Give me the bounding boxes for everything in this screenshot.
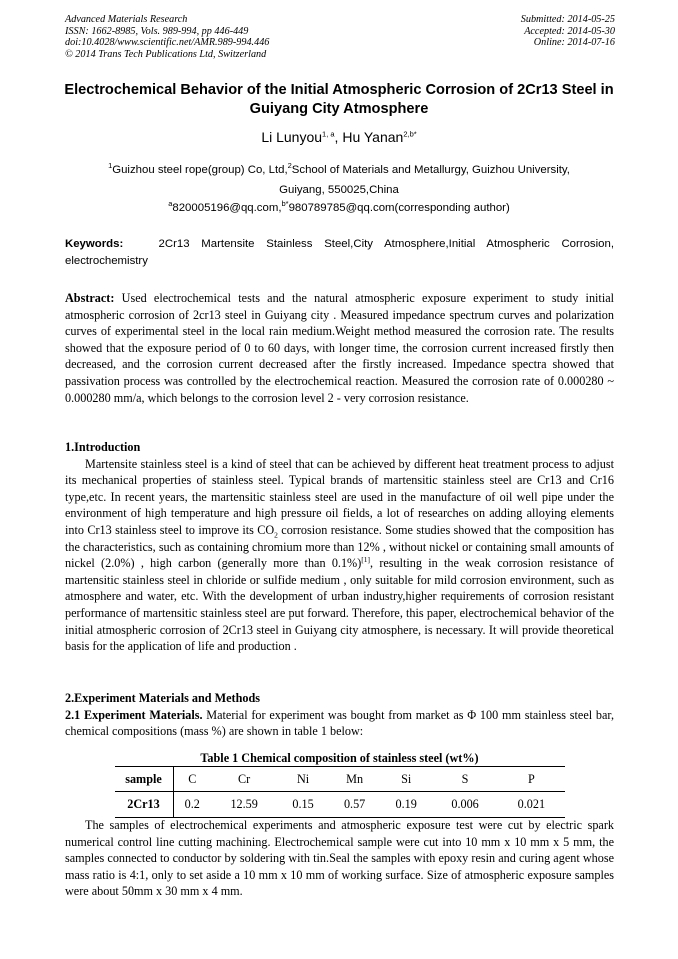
table-cell: 0.2	[173, 792, 211, 818]
table-cell: 0.006	[432, 792, 498, 818]
header-cell: Si	[380, 767, 432, 792]
submitted-date: Submitted: 2014-05-25	[520, 14, 615, 25]
table-cell: 0.57	[329, 792, 381, 818]
intro-text-3: , resulting in the weak corrosion resistance of martensitic stainless steel in chloride or sulfide medium , only suitable for mild corrosion environment, such as atmosphere and water, etc. With the development of urban industry,higher requirements of corrosion resistant performance of martensitic stainless steel are put forward. Therefore, this paper, electrochemical behavior of the initial atmospheric corrosion of 2Cr13 steel in Guiyang city atmosphere, is necessary. It will provide theoretical basis for the application of life and production .	[65, 556, 614, 654]
author-emails	[0, 200, 678, 216]
header-cell: sample	[115, 767, 174, 792]
materials-subheading: 2.1 Experiment Materials.	[65, 707, 203, 722]
methods-section	[65, 690, 614, 740]
table-cell: 0.021	[498, 792, 564, 818]
co2-subscript: 2	[274, 530, 278, 540]
abstract-block	[65, 290, 614, 406]
author-1-name: Li Lunyou	[261, 129, 323, 145]
reference-mark: [1]	[361, 555, 371, 565]
header-cell: P	[498, 767, 564, 792]
header-cell: Cr	[211, 767, 277, 792]
email-a-mark: a	[168, 199, 173, 209]
header-cell: C	[173, 767, 211, 792]
author-separator: ,	[334, 129, 343, 145]
table-cell: 0.19	[380, 792, 432, 818]
affil-1-text: Guizhou steel rope(group) Co, Ltd,	[112, 164, 288, 176]
journal-info	[65, 14, 269, 60]
email-b: 980789785@qq.com(corresponding author)	[288, 202, 510, 214]
introduction-section	[65, 439, 614, 655]
author-line	[0, 128, 678, 146]
keywords-text: 2Cr13 Martensite Stainless Steel,City Atmosphere,Initial Atmospheric Corrosion, electrochemistry	[65, 238, 614, 267]
author-2-affil: 2,b*	[403, 129, 417, 139]
introduction-paragraph	[65, 456, 614, 655]
materials-text: Material for experiment was bought from market as Φ 100 mm stainless steel bar, chemical compositions (mass %) are shown in table 1 below:	[65, 707, 615, 739]
online-date: Online: 2014-07-16	[533, 37, 615, 49]
header-cell: Ni	[277, 767, 329, 792]
methods-paragraph	[65, 707, 614, 740]
journal-copyright: © 2014 Trans Tech Publications Ltd, Switzerland	[65, 48, 267, 60]
header-cell: S	[432, 767, 498, 792]
email-a: 820005196@qq.com,	[172, 202, 282, 214]
abstract-text: Used electrochemical tests and the natural atmospheric exposure experiment to study initial atmospheric corrosion of 2cr13 steel in Guiyang city . Measured impedance spectrum curves and polarization curves of experimental steel in the local rain medium.Weight method measured the corrosion rate. The results showed that the exposure period of 0 to 60 days, with longer time, the corrosion current increased firstly then decreased, and the corrosion current decreased after the firstly increased. Impedance spectra showed that passivation process was controlled by the electrochemical reaction. Measured the corrosion rate of 0.000280 ~ 0.000280 mm/a, which belongs to the corrosion level 2 - very corrosion resistance.	[65, 291, 614, 405]
affiliations	[60, 160, 618, 200]
keywords-block	[65, 236, 614, 270]
author-2-name: Hu Yanan	[342, 129, 404, 145]
journal-name: Advanced Materials Research	[65, 14, 188, 25]
methods-heading: 2.Experiment Materials and Methods	[65, 691, 260, 705]
table-header-row	[115, 767, 565, 792]
accepted-date: Accepted: 2014-05-30	[524, 25, 615, 37]
journal-issn: ISSN: 1662-8985, Vols. 989-994, pp 446-449	[65, 25, 249, 37]
table-caption: Table 1 Chemical composition of stainless steel (wt%)	[200, 751, 479, 765]
samples-paragraph: The samples of electrochemical experiments and atmospheric exposure test were cut by electric spark numerical control line cutting machining. Electrochemical sample were cut into 10 mm x 10 mm x 5 mm, the samples connected to conductor by soldering with tin.Seal the samples with epoxy resin and curing agent whose mass ratio is 4:1, only to set aside a 10 mm x 10 mm of working surface. Size of atmospheric exposure samples were about 50mm x 30 mm x 4 mm.	[65, 818, 614, 899]
table-cell: 2Cr13	[115, 792, 174, 818]
author-1-affil: 1, a	[322, 129, 335, 139]
intro-text-2: corrosion resistance. Some studies showed that the composition has the characteristics, such as containing chromium more than 12% , without nickel or containing small amounts of nickel (2.0%) , high carbon (generally more than 0.1%)	[65, 522, 614, 571]
introduction-heading: 1.Introduction	[65, 440, 141, 454]
affiliation-line-1	[60, 160, 618, 180]
affiliation-line-2: Guiyang, 550025,China	[279, 184, 399, 196]
intro-text-1: Martensite stainless steel is a kind of steel that can be achieved by different heat treatment process to adjust its mechanical properties of stainless steel. Typical brands of martensitic stainless steel are Cr13 and Cr16 type,etc. In recent years, the martensitic stainless steel are used in the manufacture of oil well pipe under the environment of high temperature and high pressure oil fields, a lot of researches on adding alloying elements into Cr13 stainless steel to improve its CO	[65, 456, 614, 537]
table-1	[65, 750, 614, 818]
abstract-label: Abstract:	[65, 291, 115, 305]
table-cell: 12.59	[211, 792, 277, 818]
affil-2-text: School of Materials and Metallurgy, Guizhou University,	[291, 164, 570, 176]
composition-table	[115, 766, 565, 818]
publication-dates	[521, 14, 615, 49]
header-cell: Mn	[329, 767, 381, 792]
keywords-label: Keywords:	[65, 238, 124, 250]
table-row	[115, 792, 565, 818]
email-b-mark: b*	[281, 199, 289, 209]
affil-1-mark: 1	[108, 161, 113, 171]
journal-doi: doi:10.4028/www.scientific.net/AMR.989-994.446	[65, 37, 270, 49]
table-cell: 0.15	[277, 792, 329, 818]
affil-2-mark: 2	[287, 161, 292, 171]
paper-title: Electrochemical Behavior of the Initial Atmospheric Corrosion of 2Cr13 Steel in Guiyang City Atmosphere	[64, 82, 614, 117]
